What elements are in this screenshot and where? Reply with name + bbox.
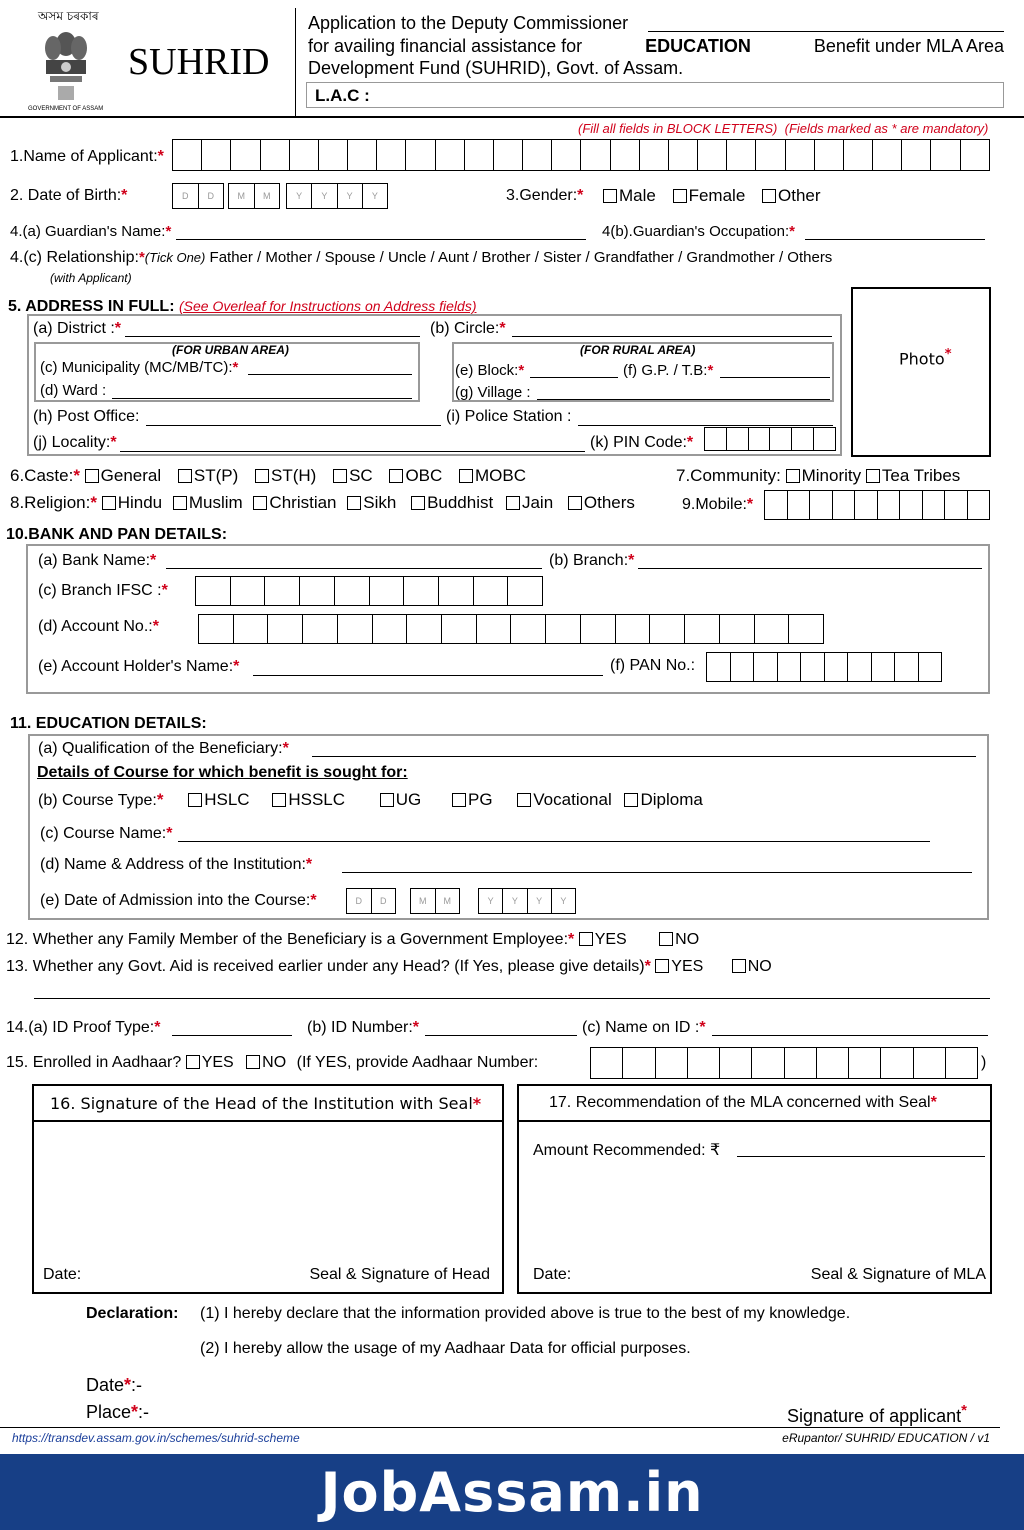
guardian-occupation-input[interactable] <box>805 239 985 240</box>
mla-recommendation-box[interactable] <box>517 1084 992 1294</box>
input-cell[interactable] <box>789 615 823 643</box>
checkbox-icon <box>272 793 286 807</box>
holder-label: (e) Account Holder's Name:* <box>38 658 240 675</box>
gp-input[interactable] <box>720 377 830 378</box>
input-cell[interactable]: D <box>380 896 387 906</box>
caste-sth[interactable]: ST(H) <box>255 466 316 485</box>
header <box>0 0 1024 118</box>
gender-female[interactable]: Female <box>673 186 746 205</box>
input-cell[interactable] <box>727 428 749 450</box>
q13-yes[interactable]: YES <box>655 958 703 975</box>
checkbox-icon <box>186 1055 200 1069</box>
input-cell[interactable] <box>465 140 494 170</box>
input-cell[interactable] <box>844 140 873 170</box>
gender-other[interactable]: Other <box>762 186 821 205</box>
input-cell[interactable] <box>873 140 902 170</box>
input-cell[interactable]: Y <box>528 889 552 913</box>
footer-divider <box>0 1427 1000 1428</box>
input-cell[interactable]: M <box>411 889 436 913</box>
id-number-label: (b) ID Number:* <box>307 1019 420 1036</box>
q12-no[interactable]: NO <box>659 931 699 948</box>
declaration-place: Place*:- <box>86 1402 150 1422</box>
address-heading: 5. ADDRESS IN FULL: (See Overleaf for Instructions on Address fields) <box>8 298 477 315</box>
input-cell[interactable] <box>833 491 856 519</box>
checkbox-icon <box>188 793 202 807</box>
checkbox-icon <box>85 469 99 483</box>
account-label: (d) Account No.:* <box>38 618 159 635</box>
checkbox-icon <box>603 189 617 203</box>
checkbox-icon <box>568 496 582 510</box>
course-hslc[interactable]: HSLC <box>188 790 249 809</box>
checkbox-icon <box>624 793 638 807</box>
input-cell[interactable] <box>705 428 727 450</box>
input-cell[interactable] <box>611 140 640 170</box>
checkbox-icon <box>459 469 473 483</box>
input-cell[interactable] <box>335 577 370 605</box>
q13-no[interactable]: NO <box>732 958 772 975</box>
input-cell[interactable] <box>815 140 844 170</box>
checkbox-icon <box>655 959 669 973</box>
input-cell[interactable] <box>785 1048 817 1078</box>
village-label: (g) Village : <box>455 384 531 401</box>
input-cell[interactable] <box>968 491 990 519</box>
input-cell[interactable] <box>268 615 303 643</box>
mla-date: Date: <box>533 1266 572 1283</box>
checkbox-icon <box>389 469 403 483</box>
input-cell[interactable] <box>755 615 790 643</box>
input-cell[interactable] <box>778 653 802 681</box>
input-cell[interactable] <box>591 1048 623 1078</box>
input-cell[interactable] <box>377 140 406 170</box>
input-cell[interactable] <box>895 653 919 681</box>
community-minority[interactable]: Minority <box>786 466 862 485</box>
input-cell[interactable] <box>770 428 792 450</box>
input-cell[interactable]: Y <box>479 889 503 913</box>
input-cell[interactable] <box>640 140 669 170</box>
id-name-input[interactable] <box>712 1035 988 1036</box>
lac-field[interactable] <box>306 82 1004 108</box>
input-cell[interactable] <box>900 491 923 519</box>
gender-male[interactable]: Male <box>603 186 656 205</box>
ifsc-input[interactable] <box>195 576 543 606</box>
instructions: (Fill all fields in BLOCK LETTERS) (Fields marked as * are mandatory) <box>578 121 989 136</box>
input-cell[interactable] <box>825 653 849 681</box>
circle-input[interactable] <box>512 336 832 337</box>
circle-label: (b) Circle:* <box>430 320 506 337</box>
input-cell[interactable] <box>231 577 266 605</box>
input-cell[interactable] <box>848 653 872 681</box>
input-cell[interactable] <box>436 140 465 170</box>
village-input[interactable] <box>537 399 830 400</box>
branch-label: (b) Branch:* <box>549 552 635 569</box>
checkbox-icon <box>517 793 531 807</box>
checkbox-icon <box>333 469 347 483</box>
q13-row: 13. Whether any Govt. Aid is received earlier under any Head? (If Yes, please give details)* YES NO <box>6 958 772 975</box>
input-cell[interactable] <box>494 140 523 170</box>
account-input[interactable] <box>198 614 824 644</box>
dob-year[interactable] <box>286 183 388 209</box>
rural-heading: (FOR RURAL AREA) <box>580 343 696 357</box>
checkbox-icon <box>786 469 800 483</box>
input-cell[interactable] <box>656 1048 688 1078</box>
checkbox-icon <box>173 496 187 510</box>
religion-row: 8.Religion:* Hindu Muslim Christian Sikh Buddhist Jain Others <box>10 493 635 512</box>
mla-seal: Seal & Signature of MLA <box>810 1266 986 1283</box>
input-cell[interactable] <box>685 615 720 643</box>
post-office-label: (h) Post Office: <box>33 408 140 425</box>
footer-banner <box>0 1454 1024 1530</box>
input-cell[interactable] <box>788 491 811 519</box>
guardian-name-input[interactable] <box>176 239 586 240</box>
input-cell[interactable] <box>348 140 377 170</box>
footer-url[interactable]: https://transdev.assam.gov.in/schemes/suhrid-scheme <box>12 1431 300 1445</box>
religion-hindu[interactable]: Hindu <box>102 493 162 512</box>
input-cell[interactable] <box>754 653 778 681</box>
input-cell[interactable] <box>731 653 755 681</box>
input-cell[interactable] <box>814 428 835 450</box>
pin-input[interactable] <box>704 427 836 451</box>
input-cell[interactable] <box>290 140 319 170</box>
checkbox-icon <box>246 1055 260 1069</box>
input-cell[interactable] <box>720 1048 752 1078</box>
input-cell[interactable] <box>474 577 509 605</box>
input-cell[interactable] <box>945 491 968 519</box>
amount-input[interactable] <box>737 1156 985 1157</box>
religion-others[interactable]: Others <box>568 493 635 512</box>
input-cell[interactable]: M <box>229 184 255 208</box>
input-cell[interactable] <box>914 1048 946 1078</box>
checkbox-icon <box>506 496 520 510</box>
religion-jain[interactable]: Jain <box>506 493 553 512</box>
input-cell[interactable] <box>581 615 616 643</box>
lac-label: L.A.C : <box>315 86 370 105</box>
input-cell[interactable] <box>810 491 833 519</box>
checkbox-icon <box>579 932 593 946</box>
photo-label: Photo* <box>899 347 952 369</box>
input-cell[interactable]: D <box>207 191 214 201</box>
pan-label: (f) PAN No.: <box>610 657 696 674</box>
input-cell[interactable] <box>199 615 234 643</box>
community-row: 7.Community: Minority Tea Tribes <box>676 466 961 485</box>
admission-year[interactable] <box>478 888 576 914</box>
declaration-date: Date*:- <box>86 1375 143 1395</box>
institution-input[interactable] <box>342 872 972 873</box>
input-cell[interactable] <box>698 140 727 170</box>
caste-mobc[interactable]: MOBC <box>459 466 526 485</box>
dob-day[interactable] <box>172 183 224 209</box>
checkbox-icon <box>866 469 880 483</box>
input-cell[interactable]: D <box>347 889 372 913</box>
input-cell[interactable] <box>196 577 231 605</box>
input-cell[interactable]: Y <box>287 184 312 208</box>
input-cell[interactable] <box>756 140 785 170</box>
checkbox-icon <box>452 793 466 807</box>
input-cell[interactable]: D <box>173 184 199 208</box>
caste-general[interactable]: General <box>85 466 161 485</box>
input-cell[interactable] <box>442 615 477 643</box>
aadhaar-close-paren: ) <box>981 1054 987 1071</box>
declaration-label: Declaration: <box>86 1305 179 1322</box>
input-cell[interactable] <box>508 577 542 605</box>
input-cell[interactable] <box>961 140 989 170</box>
input-cell[interactable]: M <box>263 191 271 201</box>
input-cell[interactable] <box>338 615 373 643</box>
input-cell[interactable] <box>581 140 610 170</box>
id-type-input[interactable] <box>172 1035 292 1036</box>
head-signature-title: 16. Signature of the Head of the Institution with Seal* <box>50 1094 482 1113</box>
input-cell[interactable] <box>765 491 788 519</box>
scheme-name: SUHRID <box>128 41 270 83</box>
input-cell[interactable] <box>669 140 698 170</box>
municipality-label: (c) Municipality (MC/MB/TC):* <box>40 359 239 376</box>
input-cell[interactable] <box>261 140 290 170</box>
district-label: (a) District :* <box>33 320 122 337</box>
input-cell[interactable]: Y <box>560 896 567 906</box>
bank-name-input[interactable] <box>166 568 542 569</box>
input-cell[interactable] <box>752 1048 784 1078</box>
course-hsslc[interactable]: HSSLC <box>272 790 345 809</box>
checkbox-icon <box>732 959 746 973</box>
checkbox-icon <box>673 189 687 203</box>
course-name-label: (c) Course Name:* <box>40 825 173 842</box>
district-input[interactable] <box>125 336 420 337</box>
input-cell[interactable] <box>919 653 942 681</box>
checkbox-icon <box>411 496 425 510</box>
input-cell[interactable] <box>407 615 442 643</box>
caste-obc[interactable]: OBC <box>389 466 442 485</box>
input-cell[interactable] <box>231 140 260 170</box>
input-cell[interactable] <box>792 428 814 450</box>
input-cell[interactable] <box>727 140 756 170</box>
institution-label: (d) Name & Address of the Institution:* <box>40 856 313 873</box>
religion-sikh[interactable]: Sikh <box>347 493 396 512</box>
id-number-input[interactable] <box>425 1035 577 1036</box>
input-cell[interactable] <box>265 577 300 605</box>
input-cell[interactable] <box>946 1048 977 1078</box>
pan-input[interactable] <box>706 652 942 682</box>
religion-muslim[interactable]: Muslim <box>173 493 243 512</box>
input-cell[interactable] <box>373 615 408 643</box>
input-cell[interactable] <box>817 1048 849 1078</box>
checkbox-icon <box>253 496 267 510</box>
aadhaar-row: 15. Enrolled in Aadhaar? YES NO (If YES, provide Aadhaar Number: <box>6 1054 539 1071</box>
input-cell[interactable]: M <box>443 896 451 906</box>
mobile-label: 9.Mobile:* <box>682 496 754 513</box>
photo-box[interactable] <box>851 287 991 457</box>
input-cell[interactable]: Y <box>338 184 363 208</box>
emblem-icon <box>36 26 96 102</box>
checkbox-icon <box>762 189 776 203</box>
locality-input[interactable] <box>120 451 585 452</box>
app-line1: Application to the Deputy Commissioner <box>308 13 629 33</box>
input-cell[interactable] <box>319 140 348 170</box>
caste-row: 6.Caste:* General ST(P) ST(H) SC OBC MOBC <box>10 466 527 485</box>
aadhaar-yes[interactable]: YES <box>186 1054 234 1071</box>
input-cell[interactable] <box>849 1048 881 1078</box>
input-cell[interactable] <box>370 577 405 605</box>
checkbox-icon <box>178 469 192 483</box>
dob-label: 2. Date of Birth:* <box>10 187 128 204</box>
footer-code: eRupantor/ SUHRID/ EDUCATION / v1 <box>782 1431 990 1445</box>
urban-heading: (FOR URBAN AREA) <box>172 343 289 357</box>
id-name-label: (c) Name on ID :* <box>582 1019 706 1036</box>
input-cell[interactable] <box>303 615 338 643</box>
input-cell[interactable] <box>511 615 546 643</box>
checkbox-icon <box>255 469 269 483</box>
course-name-input[interactable] <box>178 841 930 842</box>
municipality-input[interactable] <box>248 374 412 375</box>
input-cell[interactable] <box>720 615 755 643</box>
input-cell[interactable] <box>650 615 685 643</box>
input-cell[interactable] <box>173 140 202 170</box>
input-cell[interactable] <box>234 615 269 643</box>
course-details-heading: Details of Course for which benefit is sought for: <box>37 764 408 781</box>
aadhaar-no[interactable]: NO <box>246 1054 286 1071</box>
input-cell[interactable]: Y <box>312 184 337 208</box>
input-cell[interactable] <box>801 653 825 681</box>
bank-name-label: (a) Bank Name:* <box>38 552 157 569</box>
police-station-input[interactable] <box>578 425 833 426</box>
head-signature-box[interactable] <box>32 1084 504 1294</box>
checkbox-icon <box>347 496 361 510</box>
guardian-occupation-label: 4(b).Guardian's Occupation:* <box>602 223 795 240</box>
course-type-row: (b) Course Type:* HSLC HSSLC UG PG Vocational Diploma <box>38 790 703 809</box>
input-cell[interactable] <box>931 140 960 170</box>
holder-input[interactable] <box>253 675 603 676</box>
input-cell[interactable] <box>786 140 815 170</box>
gender-options <box>603 186 833 206</box>
input-cell[interactable]: Y <box>503 889 527 913</box>
input-cell[interactable] <box>902 140 931 170</box>
ifsc-label: (c) Branch IFSC :* <box>38 582 168 599</box>
checkbox-icon <box>380 793 394 807</box>
declaration-1: (1) I hereby declare that the information provided above is true to the best of my knowledge. <box>200 1305 851 1322</box>
app-line3: Development Fund (SUHRID), Govt. of Assam. <box>308 58 684 78</box>
input-cell[interactable] <box>881 1048 913 1078</box>
caste-stp[interactable]: ST(P) <box>178 466 238 485</box>
input-cell[interactable] <box>523 140 552 170</box>
emblem-caption: GOVERNMENT OF ASSAM <box>28 106 104 112</box>
head-date: Date: <box>43 1266 82 1283</box>
header-divider <box>295 8 296 118</box>
relationship-with: (with Applicant) <box>50 271 132 285</box>
gp-label: (f) G.P. / T.B:* <box>623 362 714 379</box>
course-vocational[interactable]: Vocational <box>517 790 611 809</box>
input-cell[interactable] <box>616 615 651 643</box>
input-cell[interactable] <box>878 491 901 519</box>
input-cell[interactable] <box>404 577 439 605</box>
police-station-label: (i) Police Station : <box>446 408 572 425</box>
deputy-commissioner-line <box>648 31 1004 32</box>
relationship-row: 4.(c) Relationship:*(Tick One) Father / Mother / Spouse / Uncle / Aunt / Brother / Sister / Grandfather / Grandmother / Others <box>10 249 833 266</box>
gender-label: 3.Gender:* <box>506 187 584 204</box>
name-input[interactable] <box>172 139 990 171</box>
bank-heading: 10.BANK AND PAN DETAILS: <box>6 526 228 543</box>
input-cell[interactable] <box>552 140 581 170</box>
ward-input[interactable] <box>112 398 412 399</box>
course-diploma[interactable]: Diploma <box>624 790 702 809</box>
input-cell[interactable] <box>872 653 896 681</box>
input-cell[interactable] <box>688 1048 720 1078</box>
block-input[interactable] <box>530 377 618 378</box>
input-cell[interactable] <box>546 615 581 643</box>
name-label: 1.Name of Applicant:* <box>10 148 164 165</box>
guardian-name-label: 4.(a) Guardian's Name:* <box>10 223 172 240</box>
course-pg[interactable]: PG <box>452 790 493 809</box>
community-tea-tribes[interactable]: Tea Tribes <box>866 466 960 485</box>
input-cell[interactable] <box>202 140 231 170</box>
pin-label: (k) PIN Code:* <box>590 434 694 451</box>
head-seal: Seal & Signature of Head <box>309 1266 490 1283</box>
govt-label: অসম চৰকাৰ <box>38 9 99 23</box>
qualification-input[interactable] <box>312 756 976 757</box>
religion-christian[interactable]: Christian <box>253 493 336 512</box>
admission-label: (e) Date of Admission into the Course:* <box>40 892 317 909</box>
input-cell[interactable] <box>707 653 731 681</box>
checkbox-icon <box>659 932 673 946</box>
amount-label: Amount Recommended: ₹ <box>533 1142 721 1159</box>
q13-details-input[interactable] <box>34 998 990 999</box>
input-cell[interactable] <box>406 140 435 170</box>
block-label: (e) Block:* <box>455 362 525 379</box>
aadhaar-input[interactable] <box>590 1047 978 1079</box>
locality-label: (j) Locality:* <box>33 434 117 451</box>
q12-row: 12. Whether any Family Member of the Beneficiary is a Government Employee:* YES NO <box>6 931 700 948</box>
input-cell[interactable]: Y <box>371 191 378 201</box>
input-cell[interactable] <box>855 491 878 519</box>
input-cell[interactable] <box>923 491 946 519</box>
input-cell[interactable] <box>749 428 771 450</box>
religion-buddhist[interactable]: Buddhist <box>411 493 493 512</box>
input-cell[interactable] <box>623 1048 655 1078</box>
branch-input[interactable] <box>638 568 982 569</box>
course-ug[interactable]: UG <box>380 790 422 809</box>
app-line2: for availing financial assistance for EDUCATION Benefit under MLA Area <box>308 36 1004 56</box>
admission-day[interactable] <box>346 888 396 914</box>
input-cell[interactable] <box>300 577 335 605</box>
post-office-input[interactable] <box>146 425 441 426</box>
mobile-input[interactable] <box>764 490 990 520</box>
checkbox-icon <box>102 496 116 510</box>
q12-yes[interactable]: YES <box>579 931 627 948</box>
id-type-label: 14.(a) ID Proof Type:* <box>6 1019 161 1036</box>
caste-sc[interactable]: SC <box>333 466 373 485</box>
input-cell[interactable] <box>439 577 474 605</box>
input-cell[interactable] <box>477 615 512 643</box>
mla-title: 17. Recommendation of the MLA concerned with Seal* <box>549 1094 937 1111</box>
applicant-signature: Signature of applicant* <box>787 1402 967 1426</box>
dob-month[interactable] <box>228 183 280 209</box>
declaration-2: (2) I hereby allow the usage of my Aadhaar Data for official purposes. <box>200 1340 691 1357</box>
admission-month[interactable] <box>410 888 460 914</box>
banner-text: JobAssam.in <box>320 1460 704 1524</box>
education-heading: 11. EDUCATION DETAILS: <box>10 715 207 732</box>
qualification-label: (a) Qualification of the Beneficiary:* <box>38 740 289 757</box>
ward-label: (d) Ward : <box>40 382 107 399</box>
